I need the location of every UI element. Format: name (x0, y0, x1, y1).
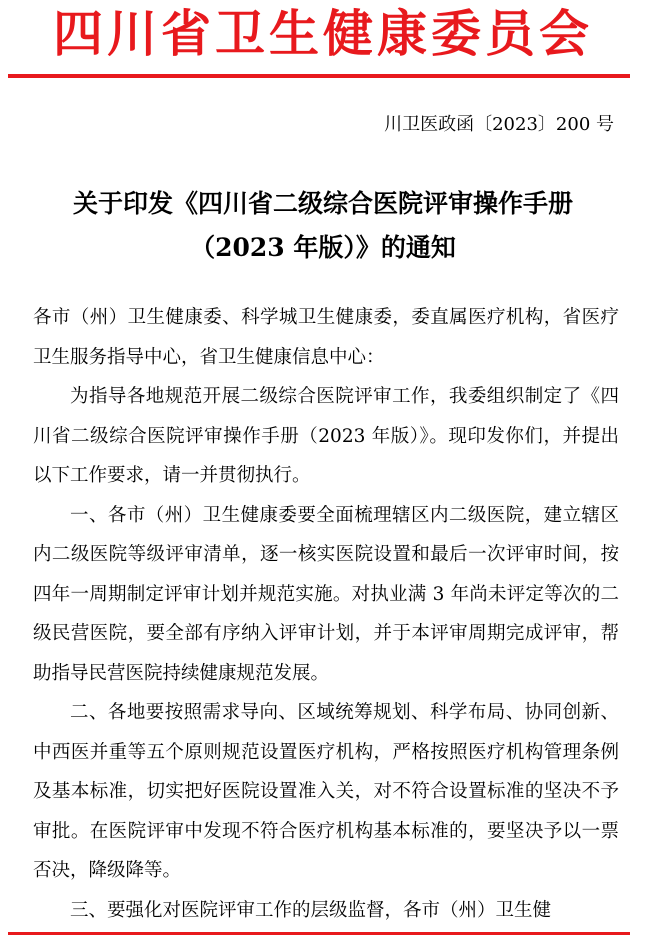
document-number: 川卫医政函〔2023〕200 号 (384, 114, 614, 135)
body-paragraph-1: 一、各市（州）卫生健康委要全面梳理辖区内二级医院，建立辖区内二级医院等级评审清单，逐一核实医院设置和最后一次评审时间，按四年一周期制定评审计划并规范实施。对执业满 3 年尚未评定等次的二级民营医院，要全部有序纳入评审计划，并于本评审周期完成评审，帮助指导民营医院持续健康规范发展。 (33, 504, 619, 684)
letterhead-org-name: 四川省卫生健康委员会 (53, 4, 593, 63)
footer-red-rule (8, 932, 630, 935)
body-paragraph-intro: 为指导各地规范开展二级综合医院评审工作，我委组织制定了《四川省二级综合医院评审操作手册（2023 年版）》。现印发你们，并提出以下工作要求，请一并贯彻执行。 (33, 386, 619, 486)
document-title-line-2: （2023 年版）》的通知 (190, 233, 456, 262)
addressee: 各市（州）卫生健康委、科学城卫生健康委，委直属医疗机构，省医疗卫生服务指导中心，省卫生健康信息中心： (33, 307, 619, 368)
document-title-line-1: 关于印发《四川省二级综合医院评审操作手册 (72, 189, 573, 218)
body-paragraph-2: 二、各地要按照需求导向、区域统筹规划、科学布局、协同创新、中西医并重等五个原则规范设置医疗机构，严格按照医疗机构管理条例及基本标准，切实把好医院设置准入关，对不符合设置标准的坚决不予审批。在医院评审中发现不符合医疗机构基本标准的，要坚决予以一票否决，降级降等。 (33, 702, 619, 881)
letterhead-red-rule (8, 74, 630, 78)
document-body (33, 298, 619, 930)
document-title (20, 182, 626, 270)
body-paragraph-3: 三、要强化对医院评审工作的层级监督，各市（州）卫生健 (70, 899, 552, 921)
